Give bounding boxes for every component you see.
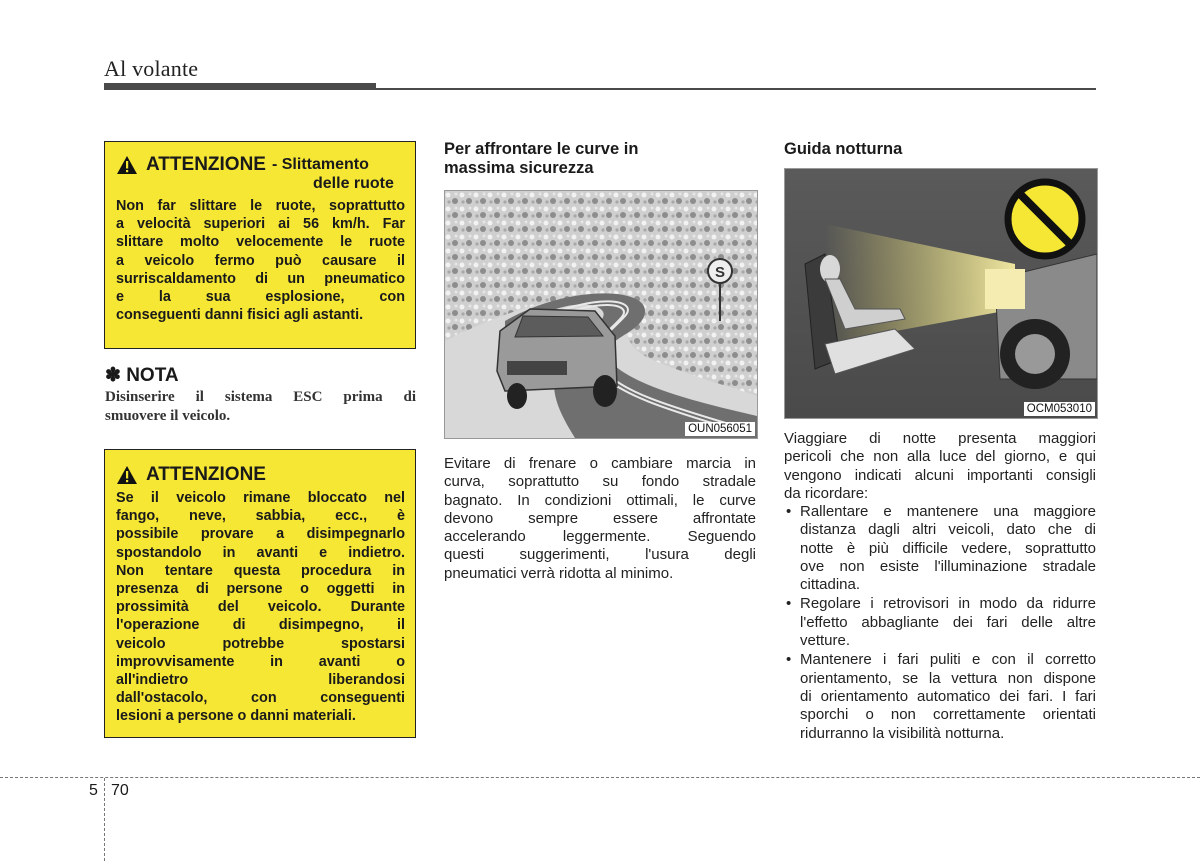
text-line: Evitare di frenare o cambiare marcia in — [444, 455, 756, 472]
text-line: Non far slittare le ruote, soprattutto — [116, 198, 405, 214]
section-title-curves — [444, 140, 638, 178]
text-line: ove non esiste l'illuminazione stradale — [800, 557, 1096, 575]
text-line: possibile provare a disimpegnarlo — [116, 526, 405, 543]
figure-code: OUN056051 — [685, 422, 755, 436]
header-rule-thin — [376, 88, 1096, 90]
figure-car-on-curve — [444, 190, 758, 439]
warning-body — [116, 489, 405, 726]
night-intro-paragraph — [784, 430, 1096, 503]
list-item — [784, 595, 1096, 650]
text-line: curva, soprattutto su fondo stradale — [444, 473, 756, 491]
text-line: bagnato. In condizioni ottimali, le curve — [444, 491, 756, 509]
text-line: questi suggerimenti, l'usura degli — [444, 546, 756, 564]
warning-title: ATTENZIONE — [146, 154, 266, 175]
footer-dashed-divider — [104, 778, 105, 861]
warning-subtitle-1: - Slittamento — [271, 156, 369, 173]
warning-triangle-icon — [116, 465, 138, 485]
list-item-text — [800, 503, 1096, 594]
text-line: Mantenere i fari puliti e con il corretto — [800, 651, 1096, 669]
text-line: Se il veicolo rimane bloccato nel — [116, 490, 405, 506]
text-line: Disinserire il sistema ESC prima di — [105, 389, 416, 405]
text-line: da ricordare: — [784, 484, 869, 502]
warning-box-stuck-vehicle — [104, 449, 416, 738]
footer-dashed-rule — [0, 777, 1200, 778]
warning-heading — [116, 464, 405, 486]
bullet-icon: • — [786, 503, 792, 520]
list-item-text — [800, 595, 1096, 650]
page-header-title: Al volante — [104, 56, 199, 81]
text-line: prossimità del veicolo. Durante — [116, 599, 405, 616]
text-line: vengono indicati alcuni importanti consigli — [784, 466, 1096, 484]
text-line: orientamento, se la vettura non dispone — [800, 669, 1096, 687]
prohibition-sign-icon — [1008, 182, 1082, 256]
text-line: vetture. — [800, 632, 851, 650]
text-line: notte è più difficile vedere, soprattutto — [800, 539, 1096, 557]
list-item — [784, 651, 1096, 742]
text-line: dall'ostacolo, con conseguenti — [116, 690, 405, 707]
text-line: improvvisamente in avanti o — [116, 653, 405, 670]
text-line: pericoli che non alla luce del giorno, e qui — [784, 448, 1096, 466]
warning-box-wheel-spin — [104, 141, 416, 349]
warning-title: ATTENZIONE — [146, 464, 266, 485]
section-title-line: Per affrontare le curve in — [444, 140, 639, 158]
car-curve-illustration — [445, 191, 757, 438]
svg-text:S: S — [714, 264, 726, 281]
night-glare-illustration — [785, 169, 1097, 418]
night-tips-list — [784, 503, 1096, 744]
text-line: veicolo potrebbe spostarsi — [116, 635, 405, 652]
text-line: cittadina. — [800, 576, 861, 594]
text-line: l'operazione di disimpegno, il — [116, 617, 405, 634]
chapter-number: 5 — [89, 782, 98, 799]
warning-triangle-icon — [116, 155, 138, 175]
bullet-icon: • — [786, 595, 792, 613]
text-line: di orientamento automatico dei fari. I fari — [800, 687, 1096, 705]
warning-body — [116, 197, 405, 324]
car-front-icon — [985, 254, 1097, 389]
text-line: lesioni a persone o danni materiali. — [116, 708, 356, 725]
text-line: Non tentare questa procedura in — [116, 562, 405, 579]
text-line: slittare molto velocemente le ruote — [116, 234, 405, 251]
header-rule-thick — [104, 83, 376, 90]
note-body — [105, 388, 416, 426]
text-line: pneumatici verrà ridotta al minimo. — [444, 564, 674, 582]
text-line: spostandolo in avanti e indietro. — [116, 544, 405, 561]
text-line: presenza di persone o oggetti in — [116, 581, 405, 598]
curves-paragraph — [444, 455, 756, 583]
text-line: ridurranno la visibilità notturna. — [800, 724, 1005, 742]
text-line: sporchi o non correttamente orientati — [800, 706, 1096, 724]
bullet-icon: • — [786, 651, 792, 669]
figure-code: OCM053010 — [1024, 402, 1095, 416]
list-item — [784, 503, 1096, 594]
text-line: a veicolo fermo può causare il — [116, 252, 405, 269]
text-line: Viaggiare di notte presenta maggiori — [784, 430, 1096, 447]
list-item-text — [800, 651, 1096, 742]
warning-subtitle-2: delle ruote — [313, 175, 394, 192]
text-line: Regolare i retrovisori in modo da ridurre — [800, 595, 1096, 613]
text-line: all'indietro liberandosi — [116, 672, 405, 689]
page-number: 70 — [111, 782, 129, 799]
text-line: l'effetto abbagliante dei fari delle altre — [800, 613, 1096, 631]
text-line: surriscaldamento di un pneumatico — [116, 270, 405, 287]
text-line: smuovere il veicolo. — [105, 408, 231, 424]
note-title: ✽ NOTA — [105, 365, 179, 386]
text-line: devono sempre essere affrontate — [444, 509, 756, 527]
section-title-line: massima sicurezza — [444, 159, 594, 177]
text-line: Rallentare e mantenere una maggiore — [800, 503, 1096, 520]
text-line: distanza dagli altri veicoli, dato che di — [800, 521, 1096, 539]
warning-heading — [116, 154, 405, 176]
text-line: fango, neve, sabbia, ecc., è — [116, 508, 405, 525]
text-line: a velocità superiori ai 56 km/h. Far — [116, 216, 405, 233]
text-line: accelerando leggermente. Seguendo — [444, 528, 756, 546]
text-line: conseguenti danni fisici agli astanti. — [116, 307, 364, 324]
section-title-night-driving: Guida notturna — [784, 140, 903, 158]
figure-night-glare — [784, 168, 1098, 419]
text-line: e la sua esplosione, con — [116, 289, 405, 306]
